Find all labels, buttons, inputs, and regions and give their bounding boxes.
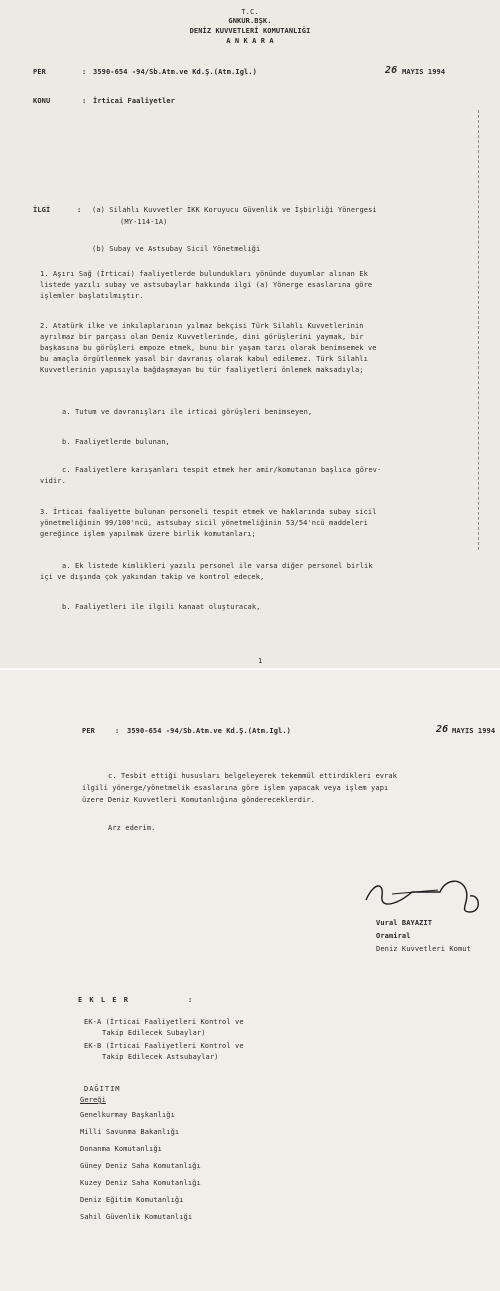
p2-ref-number: 3590-654 -94/Sb.Atm.ve Kd.Ş.(Atm.Igl.) (127, 727, 291, 735)
ekler-item-2-line1: EK-B (İrticai Faaliyetleri Kontrol ve (84, 1042, 244, 1050)
p2-ref-date: MAYIS 1994 (452, 727, 496, 735)
para3-line1: 3. İrticai faaliyette bulunan personeli tespit etmek ve haklarında subay sicil (40, 508, 377, 516)
header-tc: T.C. (241, 8, 259, 16)
header-gnkur: GNKUR.BŞK. (228, 17, 272, 25)
ekler-item-1-line2: Takip Edilecek Subaylar) (102, 1029, 206, 1037)
dagitim-item: Genelkurmay Başkanlığı (80, 1111, 175, 1119)
dagitim-item: Milli Savunma Bakanlığı (80, 1128, 180, 1136)
para2-line1: 2. Atatürk ilke ve inkılaplarının yılmaz bekçisi Türk Silahlı Kuvvetlerinin (40, 322, 364, 330)
ekler-heading: E K L E R (78, 996, 130, 1004)
p2-item-c-line2: ilgili yönerge/yönetmelik esaslarına göre işlem yapacak veya işlem yapı (82, 784, 389, 792)
signer-rank: Oramiral (376, 932, 411, 940)
signature-graphic (362, 874, 492, 918)
para3-line2: yönetmeliğinin 99/100'ncü, astsubay sicil yönetmeliğinin 53/54'ncü maddeleri (40, 519, 368, 527)
para1-line3: işlemler başlatılmıştır. (40, 292, 144, 300)
dagitim-sub: Gereği (80, 1096, 106, 1104)
para2-item-c-line2: vidir. (40, 477, 66, 485)
para2-item-a: a. Tutum ve davranışları ile irticai görüşleri benimseyen, (62, 408, 313, 416)
p2-ref-date-day: 26 (436, 724, 449, 735)
closing: Arz ederim. (108, 824, 156, 832)
page-number: 1 (258, 657, 263, 665)
ekler-sep: : (188, 996, 193, 1004)
header-institution: DENİZ KUVVETLERİ KOMUTANLIĞI (189, 27, 311, 35)
p2-ref-sep: : (115, 727, 120, 735)
ekler-item-1-line1: EK-A (İrticai Faaliyetleri Kontrol ve (84, 1018, 244, 1026)
para2-line3: başkasına bu görüşleri empoze etmek, bunu bir yaşam tarzı olarak benimsemek ve (40, 344, 377, 352)
ilgi-b-line: (b) Subay ve Astsubay Sicil Yönetmeliği (92, 245, 261, 253)
para2-line2: ayrılmaz bir parçası olan Deniz Kuvvetlerinde, dini görüşlerini yaymak, bir (40, 333, 364, 341)
subject-text: İrticai Faaliyetler (93, 97, 175, 105)
para2-line5: Kuvvetlerinin yapısıyla bağdaşmayan bu tür faaliyetleri önlemek maksadıyla; (40, 366, 364, 374)
dagitim-item: Kuzey Deniz Saha Komutanlığı (80, 1179, 201, 1187)
ref-number: 3590-654 -94/Sb.Atm.ve Kd.Ş.(Atm.Igl.) (93, 68, 257, 76)
ilgi-sep: : (77, 206, 82, 214)
dagitim-heading: DAĞITIM (84, 1085, 121, 1093)
para2-item-c-line1: c. Faaliyetlere karışanları tespit etmek her amir/komutanın başlıca görev- (62, 466, 382, 474)
para3-item-a-line1: a. Ek listede kimlikleri yazılı personel ile varsa diğer personel birlik (62, 562, 373, 570)
ilgi-a-line2: (MY-114-1A) (120, 218, 168, 226)
margin-mark (478, 110, 479, 550)
dagitim-item: Donanma Komutanlığı (80, 1145, 162, 1153)
dagitim-item: Sahil Güvenlik Komutanlığı (80, 1213, 193, 1221)
para1-line2: listede yazılı subay ve astsubaylar hakkında ilgi (a) Yönerge esaslarına göre (40, 281, 373, 289)
ekler-item-2-line2: Takip Edilecek Astsubaylar) (102, 1053, 219, 1061)
ref-date-day: 26 (385, 65, 398, 76)
header-city: A N K A R A (226, 37, 274, 45)
ref-date: MAYIS 1994 (402, 68, 446, 76)
subject-label: KONU (33, 97, 51, 105)
signer-title: Deniz Kuvvetleri Komut (376, 945, 471, 953)
p2-item-c-line3: üzere Deniz Kuvvetleri Komutanlığına göndereceklerdir. (82, 796, 315, 804)
para1-line1: 1. Aşırı Sağ (İrticai) faaliyetlerde bulundukları yönünde duyumlar alınan Ek (40, 270, 368, 278)
p2-item-c-line1: c. Tesbit ettiği hususları belgeleyerek tekemmül ettirdikleri evrak (108, 772, 398, 780)
para3-item-a-line2: içi ve dışında çok yakından takip ve kontrol edecek, (40, 573, 265, 581)
ilgi-a-line1: (a) Silahlı Kuvvetler İKK Koruyucu Güvenlik ve İşbirliği Yönergesi (92, 206, 377, 214)
para2-line4: bu amaçla örgütlenmek yasal bir davranış olarak kabul edilemez. Türk Silahlı (40, 355, 368, 363)
ref-sep: : (82, 68, 87, 76)
dagitim-item: Deniz Eğitim Komutanlığı (80, 1196, 184, 1204)
subject-sep: : (82, 97, 87, 105)
ilgi-label: İLGİ (33, 206, 51, 214)
para2-item-b: b. Faaliyetlerde bulunan, (62, 438, 170, 446)
para3-line3: gereğince işlem yapılmak üzere birlik komutanları; (40, 530, 256, 538)
dagitim-item: Güney Deniz Saha Komutanlığı (80, 1162, 201, 1170)
document-page-2 (0, 670, 500, 1291)
signer-name: Vural BAYAZIT (376, 919, 433, 927)
para3-item-b: b. Faaliyetleri ile ilgili kanaat oluşturacak, (62, 603, 261, 611)
p2-ref-label: PER (82, 727, 95, 735)
ref-label: PER (33, 68, 46, 76)
